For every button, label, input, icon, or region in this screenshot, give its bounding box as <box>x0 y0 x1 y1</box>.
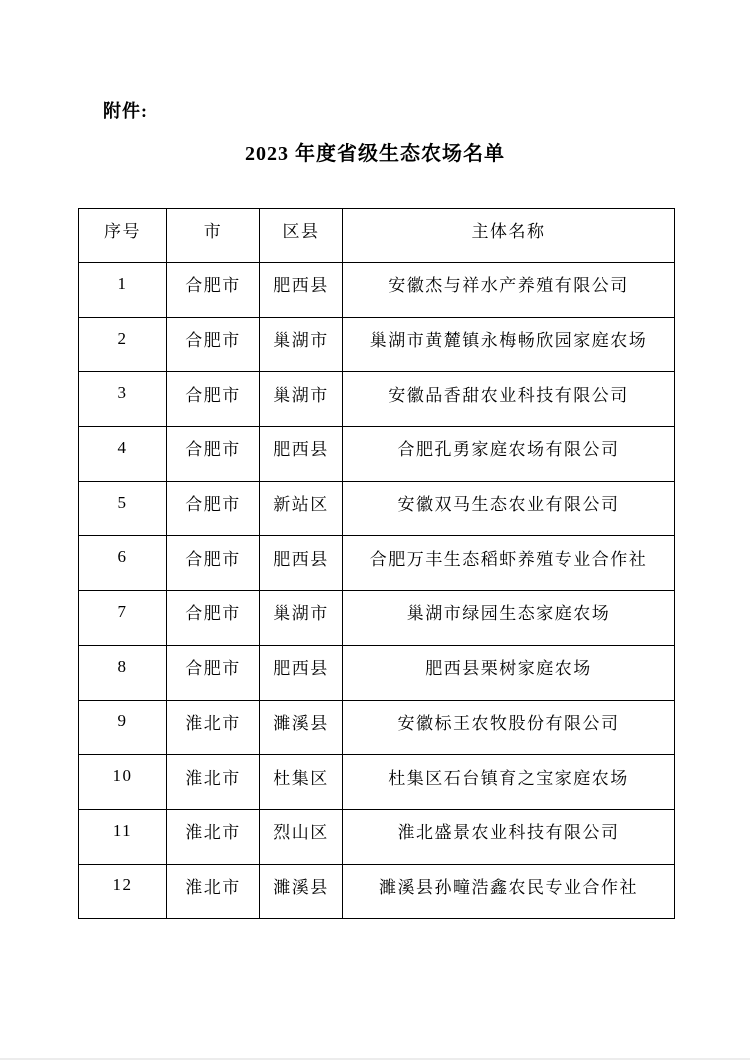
entity-name-cell: 淮北盛景农业科技有限公司 <box>343 809 675 864</box>
header-cell-district: 区县 <box>260 209 343 263</box>
city-cell: 淮北市 <box>167 809 260 864</box>
district-cell: 濉溪县 <box>260 864 343 919</box>
serial-cell: 5 <box>79 481 167 536</box>
table-row <box>79 372 675 427</box>
city-cell: 合肥市 <box>167 645 260 700</box>
table-row <box>79 645 675 700</box>
district-cell: 新站区 <box>260 481 343 536</box>
table-row <box>79 700 675 755</box>
district-cell: 濉溪县 <box>260 700 343 755</box>
district-cell: 烈山区 <box>260 809 343 864</box>
attachment-label: 附件: <box>103 101 148 121</box>
serial-cell: 4 <box>79 427 167 482</box>
serial-cell: 1 <box>79 263 167 318</box>
entity-name-cell: 安徽标王农牧股份有限公司 <box>343 700 675 755</box>
header-cell-serial: 序号 <box>79 209 167 263</box>
city-cell: 淮北市 <box>167 700 260 755</box>
farms-table <box>78 208 675 919</box>
city-cell: 合肥市 <box>167 372 260 427</box>
serial-cell: 12 <box>79 864 167 919</box>
table-row <box>79 317 675 372</box>
entity-name-cell: 巢湖市黄麓镇永梅畅欣园家庭农场 <box>343 317 675 372</box>
district-cell: 杜集区 <box>260 755 343 810</box>
entity-name-cell: 合肥孔勇家庭农场有限公司 <box>343 427 675 482</box>
entity-name-cell: 安徽双马生态农业有限公司 <box>343 481 675 536</box>
district-cell: 肥西县 <box>260 536 343 591</box>
table-row <box>79 481 675 536</box>
city-cell: 合肥市 <box>167 427 260 482</box>
table-row <box>79 427 675 482</box>
table-header-row <box>79 209 675 263</box>
city-cell: 合肥市 <box>167 536 260 591</box>
serial-cell: 7 <box>79 591 167 646</box>
serial-cell: 11 <box>79 809 167 864</box>
serial-cell: 9 <box>79 700 167 755</box>
city-cell: 合肥市 <box>167 481 260 536</box>
entity-name-cell: 安徽品香甜农业科技有限公司 <box>343 372 675 427</box>
serial-cell: 6 <box>79 536 167 591</box>
table-row <box>79 536 675 591</box>
entity-name-cell: 杜集区石台镇育之宝家庭农场 <box>343 755 675 810</box>
entity-name-cell: 合肥万丰生态稻虾养殖专业合作社 <box>343 536 675 591</box>
table-row <box>79 755 675 810</box>
city-cell: 淮北市 <box>167 864 260 919</box>
page-title: 2023 年度省级生态农场名单 <box>245 143 505 165</box>
table-row <box>79 809 675 864</box>
city-cell: 合肥市 <box>167 317 260 372</box>
table-row <box>79 263 675 318</box>
city-cell: 合肥市 <box>167 591 260 646</box>
district-cell: 巢湖市 <box>260 372 343 427</box>
district-cell: 肥西县 <box>260 427 343 482</box>
farms-table-body <box>79 263 675 919</box>
district-cell: 巢湖市 <box>260 317 343 372</box>
entity-name-cell: 濉溪县孙疃浩鑫农民专业合作社 <box>343 864 675 919</box>
header-cell-entity: 主体名称 <box>343 209 675 263</box>
serial-cell: 3 <box>79 372 167 427</box>
entity-name-cell: 巢湖市绿园生态家庭农场 <box>343 591 675 646</box>
entity-name-cell: 肥西县栗树家庭农场 <box>343 645 675 700</box>
district-cell: 肥西县 <box>260 645 343 700</box>
district-cell: 巢湖市 <box>260 591 343 646</box>
serial-cell: 10 <box>79 755 167 810</box>
entity-name-cell: 安徽杰与祥水产养殖有限公司 <box>343 263 675 318</box>
serial-cell: 8 <box>79 645 167 700</box>
district-cell: 肥西县 <box>260 263 343 318</box>
table-row <box>79 591 675 646</box>
header-cell-city: 市 <box>167 209 260 263</box>
table-row <box>79 864 675 919</box>
serial-cell: 2 <box>79 317 167 372</box>
city-cell: 合肥市 <box>167 263 260 318</box>
city-cell: 淮北市 <box>167 755 260 810</box>
